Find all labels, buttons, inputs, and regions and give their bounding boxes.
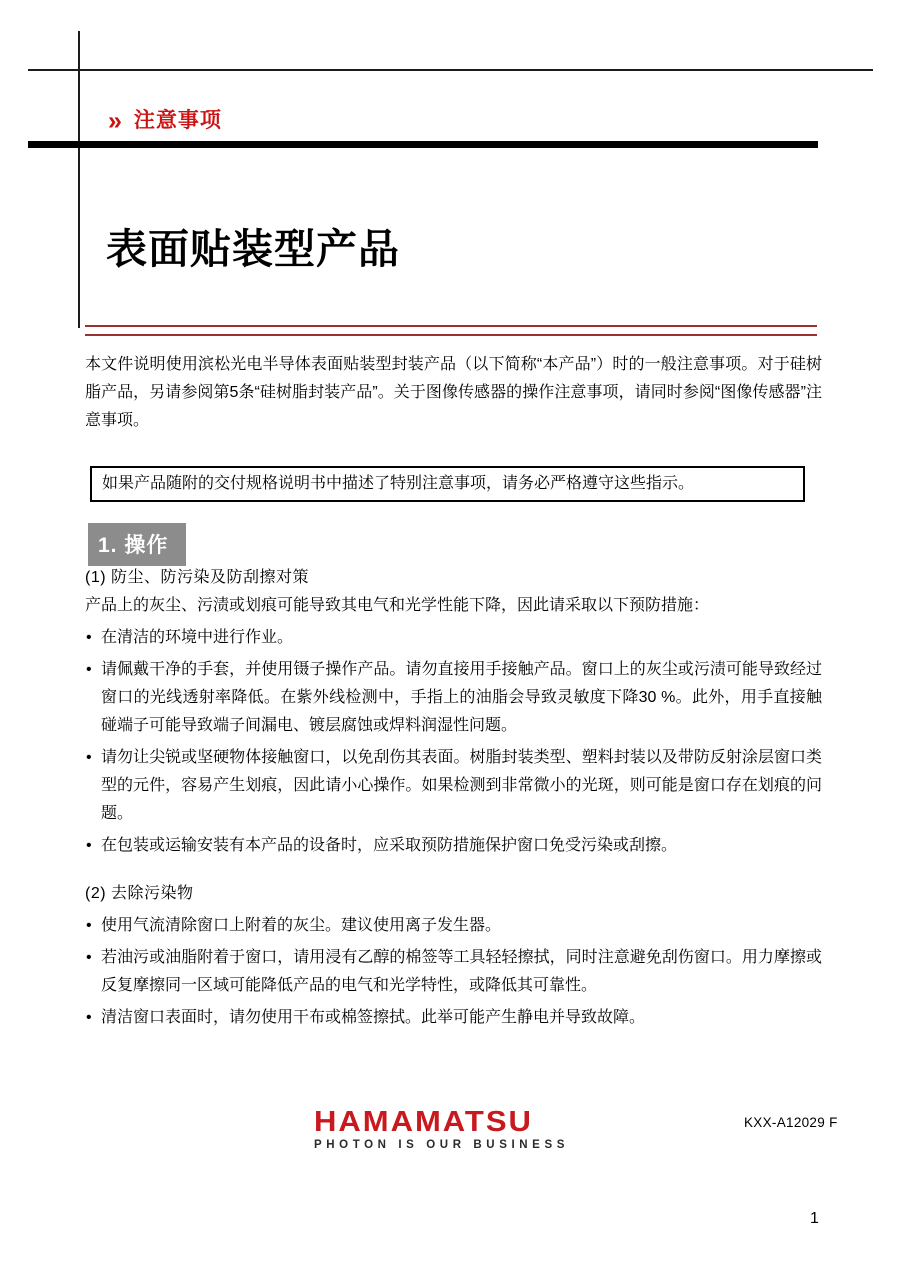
page-number: 1 xyxy=(810,1210,819,1227)
subsection-1-lead: 产品上的灰尘、污渍或划痕可能导致其电气和光学性能下降，因此请采取以下预防措施： xyxy=(85,597,710,614)
left-vertical-rule xyxy=(78,31,80,328)
section-1-header: 1. 操作 xyxy=(88,523,186,566)
list-item: • 使用气流清除窗口上附着的灰尘。建议使用离子发生器。 xyxy=(85,912,822,940)
list-item: • 在包装或运输安装有本产品的设备时，应采取预防措施保护窗口免受污染或刮擦。 xyxy=(85,832,822,860)
subsection-2 xyxy=(85,880,822,1032)
list-item: • 清洁窗口表面时，请勿使用干布或棉签擦拭。此举可能产生静电并导致故障。 xyxy=(85,1004,822,1032)
page-title: 表面贴装型产品 xyxy=(106,226,400,272)
subsection-1-heading: (1) 防尘、防污染及防刮擦对策 xyxy=(85,569,310,586)
special-notice-box xyxy=(90,466,805,502)
top-horizontal-rule xyxy=(28,69,873,71)
hamamatsu-logo-wordmark: HAMAMATSU xyxy=(314,1105,533,1138)
list-item: • 请佩戴干净的手套，并使用镊子操作产品。请勿直接用手接触产品。窗口上的灰尘或污渍可能导致经过窗口的光线透射率降低。在紫外线检测中，手指上的油脂会导致灵敏度下降30 %。此外，用手直接触碰端子可能导致端子间漏电、镀层腐蚀或焊料润湿性问题。 xyxy=(85,656,822,740)
hamamatsu-logo-tagline: PHOTON IS OUR BUSINESS xyxy=(314,1139,569,1151)
thick-horizontal-rule xyxy=(28,141,818,148)
document-code: KXX-A12029 F xyxy=(744,1115,838,1130)
subsection-2-heading: (2) 去除污染物 xyxy=(85,885,194,902)
hamamatsu-logo xyxy=(314,1105,569,1151)
intro-paragraph: 本文件说明使用滨松光电半导体表面贴装型封装产品（以下简称“本产品”）时的一般注意事项。对于硅树脂产品，另请参阅第5条“硅树脂封装产品”。关于图像传感器的操作注意事项，请同时参阅“图像传感器”注意事项。 xyxy=(85,356,822,429)
list-item: • 在清洁的环境中进行作业。 xyxy=(85,624,822,652)
double-chevron-icon: » xyxy=(108,106,123,136)
notice-section-banner xyxy=(108,106,222,136)
section-1-content xyxy=(85,564,822,1032)
list-item: • 请勿让尖锐或坚硬物体接触窗口，以免刮伤其表面。树脂封装类型、塑料封装以及带防反射涂层窗口类型的元件，容易产生划痕，因此请小心操作。如果检测到非常微小的光斑，则可能是窗口存在划痕的问题。 xyxy=(85,744,822,828)
notice-banner-label: 注意事项 xyxy=(133,109,222,132)
subsection-2-bullet-list xyxy=(85,912,822,1032)
special-notice-text: 如果产品随附的交付规格说明书中描述了特别注意事项，请务必严格遵守这些指示。 xyxy=(102,475,695,492)
title-double-rule xyxy=(85,325,817,336)
subsection-1-bullet-list xyxy=(85,624,822,860)
list-item: • 若油污或油脂附着于窗口，请用浸有乙醇的棉签等工具轻轻擦拭，同时注意避免刮伤窗口。用力摩擦或反复摩擦同一区域可能降低产品的电气和光学特性，或降低其可靠性。 xyxy=(85,944,822,1000)
